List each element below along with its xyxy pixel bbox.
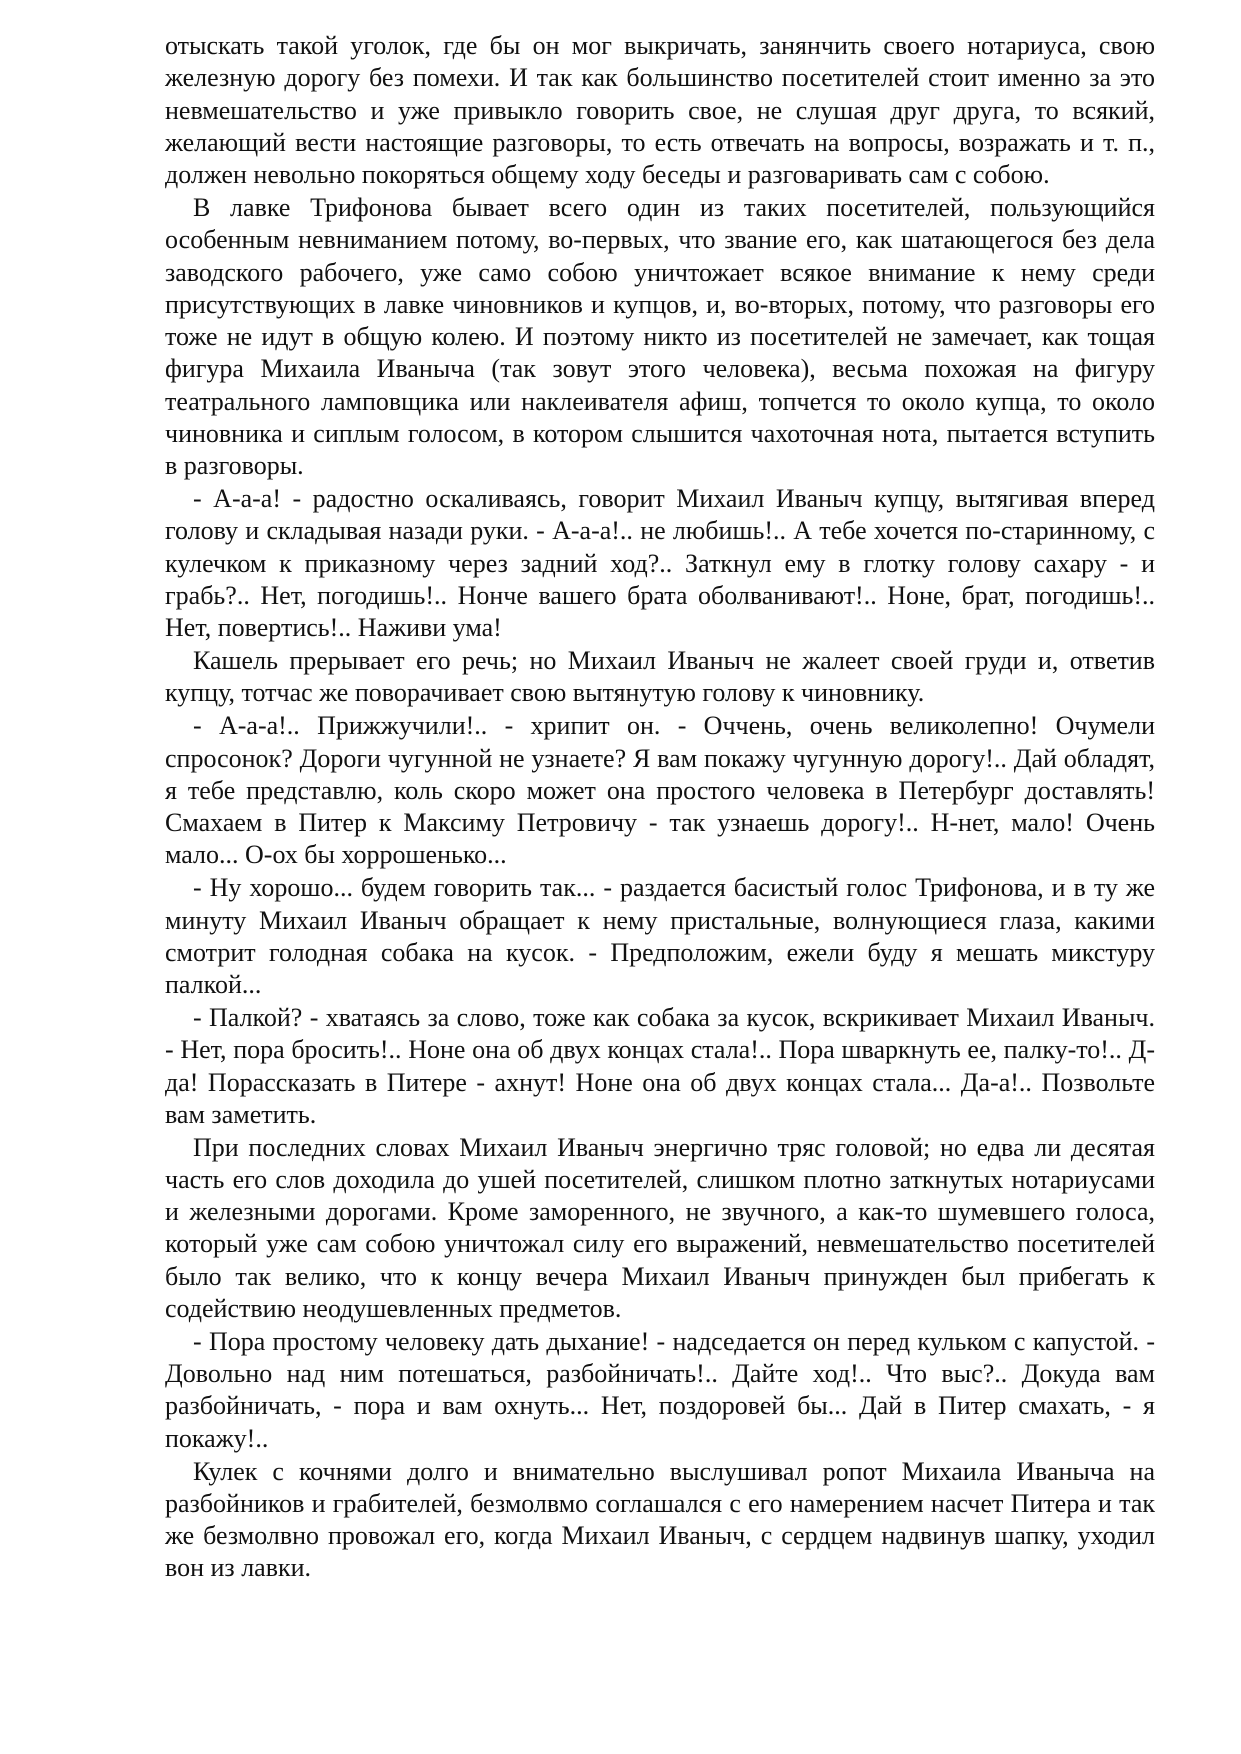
paragraph-1: отыскать такой уголок, где бы он мог выкричать, занянчить своего нотариуса, свою железную дорогу без помехи. И так как большинство посетителей стоит именно за это невмешательство и уже привыкло говорить свое, не слушая друг друга, то всякий, желающий вести настоящие разговоры, то есть отвечать на вопросы, возражать и т. п., должен невольно покоряться общему ходу беседы и разговаривать сам с собою. [165, 31, 1155, 190]
paragraph-6: - Ну хорошо... будем говорить так... - раздается басистый голос Трифонова, и в ту же минуту Михаил Иваныч обращает к нему пристальные, волнующиеся глаза, какими смотрит голодная собака на кусок. - Предположим, ежели буду я мешать микстуру палкой... [165, 873, 1155, 1000]
paragraph-7: - Палкой? - хватаясь за слово, тоже как собака за кусок, вскрикивает Михаил Иваныч. - Нет, пора бросить!.. Ноне она об двух концах стала!.. Пора шваркнуть ее, палку-то!.. Д-да! Порассказать в Питере - ахнут! Ноне она об двух концах стала... Да-а!.. Позвольте вам заметить. [165, 1002, 1155, 1129]
paragraph-9: - Пора простому человеку дать дыхание! - надседается он перед кульком с капустой. - Довольно над ним потешаться, разбойничать!.. Дайте ход!.. Что выс?.. Докуда вам разбойничать, - пора и вам охнуть... Нет, поздоровей бы... Дай в Питер смахать, - я покажу!.. [165, 1326, 1155, 1453]
paragraph-5: - А-а-а!.. Прижжучили!.. - хрипит он. - Оччень, очень великолепно! Очумели спросонок? Дороги чугунной не узнаете? Я вам покажу чугунную дорогу!.. Дай обладят, я тебе представлю, коль скоро может она простого человека в Петербург доставлять! Смахаем в Питер к Максиму Петровичу - так узнаешь дорогу!.. Н-нет, мало! Очень мало... О-ох бы хоррошенько... [165, 711, 1155, 870]
paragraph-2: В лавке Трифонова бывает всего один из таких посетителей, пользующийся особенным невниманием потому, во-первых, что звание его, как шатающегося без дела заводского рабочего, уже само собою уничтожает всякое внимание к нему среди присутствующих в лавке чиновников и купцов, и, во-вторых, потому, что разговоры его тоже не идут в общую колею. И поэтому никто из посетителей не замечает, как тощая фигура Михаила Иваныча (так зовут этого человека), весьма похожая на фигуру театрального ламповщика или наклеивателя афиш, топчется то около купца, то около чиновника и сиплым голосом, в котором слышится чахоточная нота, пытается вступить в разговоры. [165, 192, 1155, 481]
paragraph-8: При последних словах Михаил Иваныч энергично тряс головой; но едва ли десятая часть его слов доходила до ушей посетителей, слишком плотно заткнутых нотариусами и железными дорогами. Кроме заморенного, не звучного, а как-то шумевшего голоса, который уже сам собою уничтожал силу его выражений, невмешательство посетителей было так велико, что к концу вечера Михаил Иваныч принужден был прибегать к содействию неодушевленных предметов. [165, 1132, 1155, 1324]
paragraph-3: - А-а-а! - радостно оскаливаясь, говорит Михаил Иваныч купцу, вытягивая вперед голову и складывая назади руки. - А-а-а!.. не любишь!.. А тебе хочется по-старинному, с кулечком к приказному через задний ход?.. Заткнул ему в глотку голову сахару - и грабь?.. Нет, погодишь!.. Нонче вашего брата оболванивают!.. Ноне, брат, погодишь!.. Нет, повертись!.. Наживи ума! [165, 484, 1155, 643]
paragraph-4: Кашель прерывает его речь; но Михаил Иваныч не жалеет своей груди и, ответив купцу, тотчас же поворачивает свою вытянутую голову к чиновнику. [165, 646, 1155, 708]
document-page [165, 30, 1155, 1585]
paragraph-10: Кулек с кочнями долго и внимательно выслушивал ропот Михаила Иваныча на разбойников и грабителей, безмолвмо соглашался с его намерением насчет Питера и так же безмолвно провожал его, когда Михаил Иваныч, с сердцем надвинув шапку, уходил вон из лавки. [165, 1456, 1155, 1583]
